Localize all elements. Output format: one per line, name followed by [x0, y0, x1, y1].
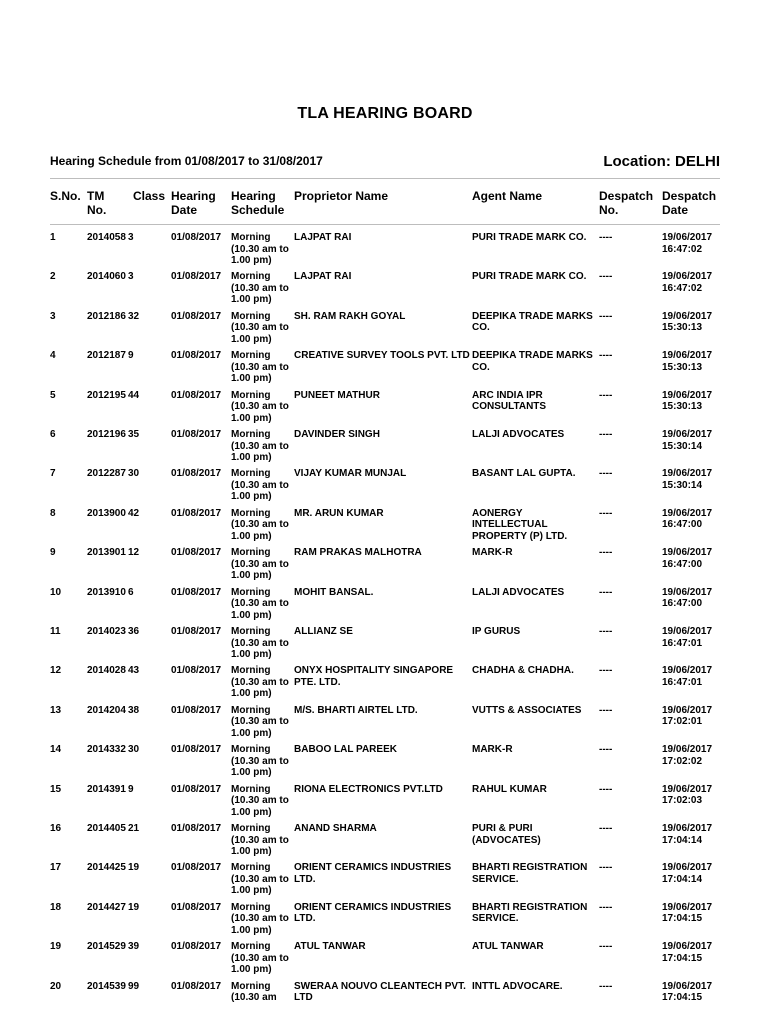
agent-name-cell: VUTTS & ASSOCIATES: [472, 704, 582, 716]
despatch-date-cell: 19/06/2017 15:30:14: [662, 468, 713, 491]
tm-number-cell: 2012187: [87, 350, 126, 362]
table-row: [0, 784, 770, 823]
proprietor-name-cell: MR. ARUN KUMAR: [294, 507, 384, 519]
tm-number-cell: 2014539: [87, 980, 126, 992]
agent-name-cell: BHARTI REGISTRATION SERVICE.: [472, 862, 588, 885]
proprietor-name-cell: CREATIVE SURVEY TOOLS PVT. LTD: [294, 350, 470, 362]
despatch-date-cell: 19/06/2017 17:02:02: [662, 744, 713, 767]
despatch-no-cell: ----: [599, 941, 613, 953]
table-row: [0, 232, 770, 271]
hearing-date-cell: 01/08/2017: [171, 310, 222, 322]
despatch-date-cell: 19/06/2017 16:47:00: [662, 507, 713, 531]
table-row: [0, 744, 770, 783]
despatch-date-cell: 19/06/2017 16:47:01: [662, 665, 713, 688]
hearing-schedule-cell: Morning (10.30 am to 1.00 pm): [231, 389, 289, 424]
hearing-schedule-cell: Morning (10.30 am to 1.00 pm): [231, 507, 289, 542]
class-cell: 42: [128, 507, 140, 519]
agent-name-cell: MARK-R: [472, 744, 513, 756]
hearing-date-cell: 01/08/2017: [171, 547, 222, 559]
hearing-schedule-cell: Morning (10.30 am to 1.00 pm): [231, 429, 289, 463]
table-row: [0, 902, 770, 941]
hearing-schedule-cell: Morning (10.30 am to 1.00 pm): [231, 704, 289, 739]
agent-name-cell: AONERGY INTELLECTUAL PROPERTY (P) LTD.: [472, 507, 568, 542]
serial-number-cell: 4: [50, 350, 56, 362]
table-row: [0, 350, 770, 389]
table-row: [0, 271, 770, 310]
class-cell: 3: [128, 271, 134, 283]
header-proprietor-name: Proprietor Name: [294, 189, 389, 203]
serial-number-cell: 11: [50, 626, 61, 637]
class-cell: 19: [128, 901, 140, 913]
hearing-date-cell: 01/08/2017: [171, 744, 222, 756]
despatch-no-cell: ----: [599, 901, 613, 913]
table-row: [0, 823, 770, 862]
hearing-date-cell: 01/08/2017: [171, 704, 222, 716]
proprietor-name-cell: SH. RAM RAKH GOYAL: [294, 310, 406, 322]
serial-number-cell: 6: [50, 429, 56, 440]
proprietor-name-cell: MOHIT BANSAL.: [294, 586, 374, 598]
tm-number-cell: 2014332: [87, 744, 126, 756]
despatch-date-cell: 19/06/2017 16:47:02: [662, 271, 713, 294]
tm-number-cell: 2014058: [87, 232, 126, 243]
agent-name-cell: LALJI ADVOCATES: [472, 586, 565, 598]
despatch-no-cell: ----: [599, 586, 613, 598]
class-cell: 38: [128, 704, 140, 716]
agent-name-cell: MARK-R: [472, 547, 513, 559]
class-cell: 43: [128, 665, 140, 677]
despatch-date-cell: 19/06/2017 17:04:14: [662, 862, 713, 885]
proprietor-name-cell: ORIENT CERAMICS INDUSTRIES LTD.: [294, 862, 452, 885]
hearing-schedule-cell: Morning (10.30 am to 1.00 pm): [231, 547, 289, 582]
agent-name-cell: PURI TRADE MARK CO.: [472, 232, 587, 243]
hearing-schedule-cell: Morning (10.30 am to 1.00 pm): [231, 232, 289, 266]
hearing-date-cell: 01/08/2017: [171, 783, 222, 795]
despatch-no-cell: ----: [599, 823, 613, 834]
proprietor-name-cell: ONYX HOSPITALITY SINGAPORE PTE. LTD.: [294, 665, 454, 688]
agent-name-cell: IP GURUS: [472, 626, 521, 637]
despatch-date-cell: 19/06/2017 15:30:14: [662, 429, 713, 452]
header-despatch-no: Despatch No.: [599, 189, 654, 217]
proprietor-name-cell: M/S. BHARTI AIRTEL LTD.: [294, 704, 418, 716]
class-cell: 32: [128, 310, 140, 322]
table-row: [0, 508, 770, 547]
class-cell: 6: [128, 586, 134, 598]
class-cell: 19: [128, 862, 140, 874]
hearing-schedule-cell: Morning (10.30 am to 1.00 pm): [231, 823, 289, 857]
table-row: [0, 468, 770, 507]
class-cell: 35: [128, 429, 140, 440]
class-cell: 12: [128, 547, 140, 559]
tm-number-cell: 2013901: [87, 547, 126, 559]
serial-number-cell: 15: [50, 783, 62, 795]
class-cell: 21: [128, 823, 140, 834]
tm-number-cell: 2012287: [87, 468, 126, 480]
agent-name-cell: PURI & PURI (ADVOCATES): [472, 823, 541, 846]
hearing-date-cell: 01/08/2017: [171, 980, 222, 992]
class-cell: 39: [128, 941, 140, 953]
agent-name-cell: DEEPIKA TRADE MARKS CO.: [472, 310, 593, 334]
despatch-no-cell: ----: [599, 862, 613, 874]
despatch-no-cell: ----: [599, 744, 613, 756]
tm-number-cell: 2014405: [87, 823, 126, 834]
serial-number-cell: 9: [50, 547, 56, 559]
serial-number-cell: 13: [50, 704, 62, 716]
table-row: [0, 390, 770, 429]
agent-name-cell: LALJI ADVOCATES: [472, 429, 565, 440]
despatch-date-cell: 19/06/2017 16:47:02: [662, 232, 713, 255]
despatch-no-cell: ----: [599, 665, 613, 677]
table-header: [0, 189, 770, 223]
serial-number-cell: 20: [50, 980, 62, 992]
header-tm-no: TM No.: [87, 189, 107, 217]
serial-number-cell: 5: [50, 389, 56, 401]
serial-number-cell: 8: [50, 507, 56, 519]
proprietor-name-cell: LAJPAT RAI: [294, 232, 352, 243]
class-cell: 99: [128, 980, 140, 992]
agent-name-cell: ATUL TANWAR: [472, 941, 544, 953]
serial-number-cell: 7: [50, 468, 56, 480]
despatch-date-cell: 19/06/2017 16:47:01: [662, 626, 713, 649]
class-cell: 44: [128, 389, 140, 401]
despatch-date-cell: 19/06/2017 16:47:00: [662, 586, 713, 610]
proprietor-name-cell: RAM PRAKAS MALHOTRA: [294, 547, 422, 559]
serial-number-cell: 17: [50, 862, 62, 874]
proprietor-name-cell: DAVINDER SINGH: [294, 429, 380, 440]
hearing-schedule-cell: Morning (10.30 am to 1.00 pm): [231, 310, 289, 345]
serial-number-cell: 18: [50, 901, 62, 913]
class-cell: 36: [128, 626, 140, 637]
despatch-no-cell: ----: [599, 783, 613, 795]
proprietor-name-cell: ORIENT CERAMICS INDUSTRIES LTD.: [294, 901, 452, 925]
divider: [50, 178, 720, 179]
hearing-schedule-cell: Morning (10.30 am to 1.00 pm): [231, 350, 289, 385]
proprietor-name-cell: VIJAY KUMAR MUNJAL: [294, 468, 407, 480]
header-despatch-date: Despatch Date: [662, 189, 717, 217]
table-row: [0, 311, 770, 350]
tm-number-cell: 2012195: [87, 389, 126, 401]
despatch-date-cell: 19/06/2017 15:30:13: [662, 389, 713, 413]
serial-number-cell: 1: [50, 232, 56, 243]
tm-number-cell: 2014529: [87, 941, 126, 953]
tm-number-cell: 2014023: [87, 626, 126, 637]
hearing-date-cell: 01/08/2017: [171, 507, 222, 519]
hearing-date-cell: 01/08/2017: [171, 429, 222, 440]
despatch-date-cell: 19/06/2017 17:04:15: [662, 941, 713, 964]
tm-number-cell: 2014028: [87, 665, 126, 677]
header-agent-name: Agent Name: [472, 189, 543, 203]
tm-number-cell: 2014391: [87, 783, 126, 795]
tm-number-cell: 2014060: [87, 271, 126, 283]
despatch-date-cell: 19/06/2017 17:04:15: [662, 980, 713, 1004]
despatch-no-cell: ----: [599, 980, 613, 992]
agent-name-cell: BHARTI REGISTRATION SERVICE.: [472, 901, 588, 925]
despatch-no-cell: ----: [599, 626, 613, 637]
despatch-date-cell: 19/06/2017 17:04:15: [662, 901, 713, 925]
despatch-no-cell: ----: [599, 232, 613, 243]
table-row: [0, 626, 770, 665]
serial-number-cell: 3: [50, 310, 56, 322]
hearing-date-cell: 01/08/2017: [171, 665, 222, 677]
location-label: Location: DELHI: [603, 153, 720, 170]
hearing-date-cell: 01/08/2017: [171, 586, 222, 598]
class-cell: 3: [128, 232, 134, 243]
serial-number-cell: 12: [50, 665, 62, 677]
despatch-date-cell: 19/06/2017 15:30:13: [662, 350, 713, 373]
tm-number-cell: 2013900: [87, 507, 126, 519]
table-row: [0, 981, 770, 1020]
proprietor-name-cell: SWERAA NOUVO CLEANTECH PVT. LTD: [294, 980, 466, 1004]
class-cell: 30: [128, 744, 140, 756]
despatch-no-cell: ----: [599, 429, 613, 440]
agent-name-cell: RAHUL KUMAR: [472, 783, 547, 795]
table-row: [0, 429, 770, 468]
despatch-no-cell: ----: [599, 468, 613, 480]
despatch-no-cell: ----: [599, 507, 613, 519]
hearing-schedule-cell: Morning (10.30 am to 1.00 pm): [231, 271, 289, 306]
table-row: [0, 941, 770, 980]
hearing-schedule-cell: Morning (10.30 am to 1.00 pm): [231, 901, 289, 936]
tm-number-cell: 2014425: [87, 862, 126, 874]
page-title: TLA HEARING BOARD: [297, 105, 473, 122]
hearing-date-cell: 01/08/2017: [171, 823, 222, 834]
proprietor-name-cell: RIONA ELECTRONICS PVT.LTD: [294, 783, 443, 795]
despatch-date-cell: 19/06/2017 15:30:13: [662, 310, 713, 334]
tm-number-cell: 2013910: [87, 586, 126, 598]
agent-name-cell: PURI TRADE MARK CO.: [472, 271, 587, 283]
schedule-range: Hearing Schedule from 01/08/2017 to 31/08/2017: [50, 154, 323, 168]
header-class: Class: [133, 189, 166, 203]
class-cell: 30: [128, 468, 140, 480]
tm-number-cell: 2014204: [87, 704, 126, 716]
hearing-schedule-cell: Morning (10.30 am to 1.00 pm): [231, 586, 289, 621]
serial-number-cell: 2: [50, 271, 56, 283]
despatch-no-cell: ----: [599, 704, 613, 716]
agent-name-cell: ARC INDIA IPR CONSULTANTS: [472, 389, 547, 413]
hearing-date-cell: 01/08/2017: [171, 626, 222, 637]
proprietor-name-cell: ATUL TANWAR: [294, 941, 366, 953]
table-row: [0, 705, 770, 744]
serial-number-cell: 16: [50, 823, 62, 834]
proprietor-name-cell: LAJPAT RAI: [294, 271, 352, 283]
class-cell: 9: [128, 783, 134, 795]
hearing-schedule-cell: Morning (10.30 am to 1.00 pm): [231, 626, 289, 660]
agent-name-cell: CHADHA & CHADHA.: [472, 665, 574, 677]
despatch-date-cell: 19/06/2017 16:47:00: [662, 547, 713, 570]
despatch-no-cell: ----: [599, 350, 613, 362]
hearing-schedule-cell: Morning (10.30 am to 1.00 pm): [231, 862, 289, 897]
despatch-date-cell: 19/06/2017 17:02:01: [662, 704, 713, 728]
hearing-date-cell: 01/08/2017: [171, 350, 222, 362]
hearing-schedule-cell: Morning (10.30 am to 1.00 pm): [231, 665, 289, 700]
tm-number-cell: 2014427: [87, 901, 126, 913]
hearing-schedule-cell: Morning (10.30 am to 1.00 pm): [231, 783, 289, 818]
table-row: [0, 587, 770, 626]
agent-name-cell: DEEPIKA TRADE MARKS CO.: [472, 350, 593, 373]
despatch-date-cell: 19/06/2017 17:02:03: [662, 783, 713, 807]
header-sno: S.No.: [50, 189, 81, 203]
hearing-date-cell: 01/08/2017: [171, 232, 222, 243]
hearing-date-cell: 01/08/2017: [171, 389, 222, 401]
serial-number-cell: 19: [50, 941, 62, 953]
proprietor-name-cell: BABOO LAL PAREEK: [294, 744, 397, 756]
despatch-no-cell: ----: [599, 271, 613, 283]
proprietor-name-cell: PUNEET MATHUR: [294, 389, 380, 401]
hearing-schedule-cell: Morning (10.30 am to 1.00 pm): [231, 468, 289, 503]
header-hearing-schedule: Hearing Schedule: [231, 189, 285, 217]
serial-number-cell: 14: [50, 744, 62, 756]
agent-name-cell: INTTL ADVOCARE.: [472, 980, 563, 992]
proprietor-name-cell: ANAND SHARMA: [294, 823, 377, 834]
hearing-date-cell: 01/08/2017: [171, 862, 222, 874]
despatch-no-cell: ----: [599, 310, 613, 322]
hearing-schedule-cell: Morning (10.30 am to 1.00 pm): [231, 941, 289, 976]
table-row: [0, 547, 770, 586]
agent-name-cell: BASANT LAL GUPTA.: [472, 468, 576, 480]
tm-number-cell: 2012186: [87, 310, 126, 322]
hearing-schedule-cell: Morning (10.30 am: [231, 980, 277, 1004]
header-hearing-date: Hearing Date: [171, 189, 216, 217]
hearing-date-cell: 01/08/2017: [171, 941, 222, 953]
despatch-no-cell: ----: [599, 547, 613, 559]
proprietor-name-cell: ALLIANZ SE: [294, 626, 353, 637]
table-row: [0, 665, 770, 704]
hearing-date-cell: 01/08/2017: [171, 468, 222, 480]
table-row: [0, 862, 770, 901]
hearing-date-cell: 01/08/2017: [171, 901, 222, 913]
serial-number-cell: 10: [50, 586, 62, 598]
despatch-date-cell: 19/06/2017 17:04:14: [662, 823, 713, 846]
tm-number-cell: 2012196: [87, 429, 126, 440]
divider: [50, 224, 720, 225]
hearing-date-cell: 01/08/2017: [171, 271, 222, 283]
class-cell: 9: [128, 350, 134, 362]
despatch-no-cell: ----: [599, 389, 613, 401]
hearing-schedule-cell: Morning (10.30 am to 1.00 pm): [231, 744, 289, 779]
